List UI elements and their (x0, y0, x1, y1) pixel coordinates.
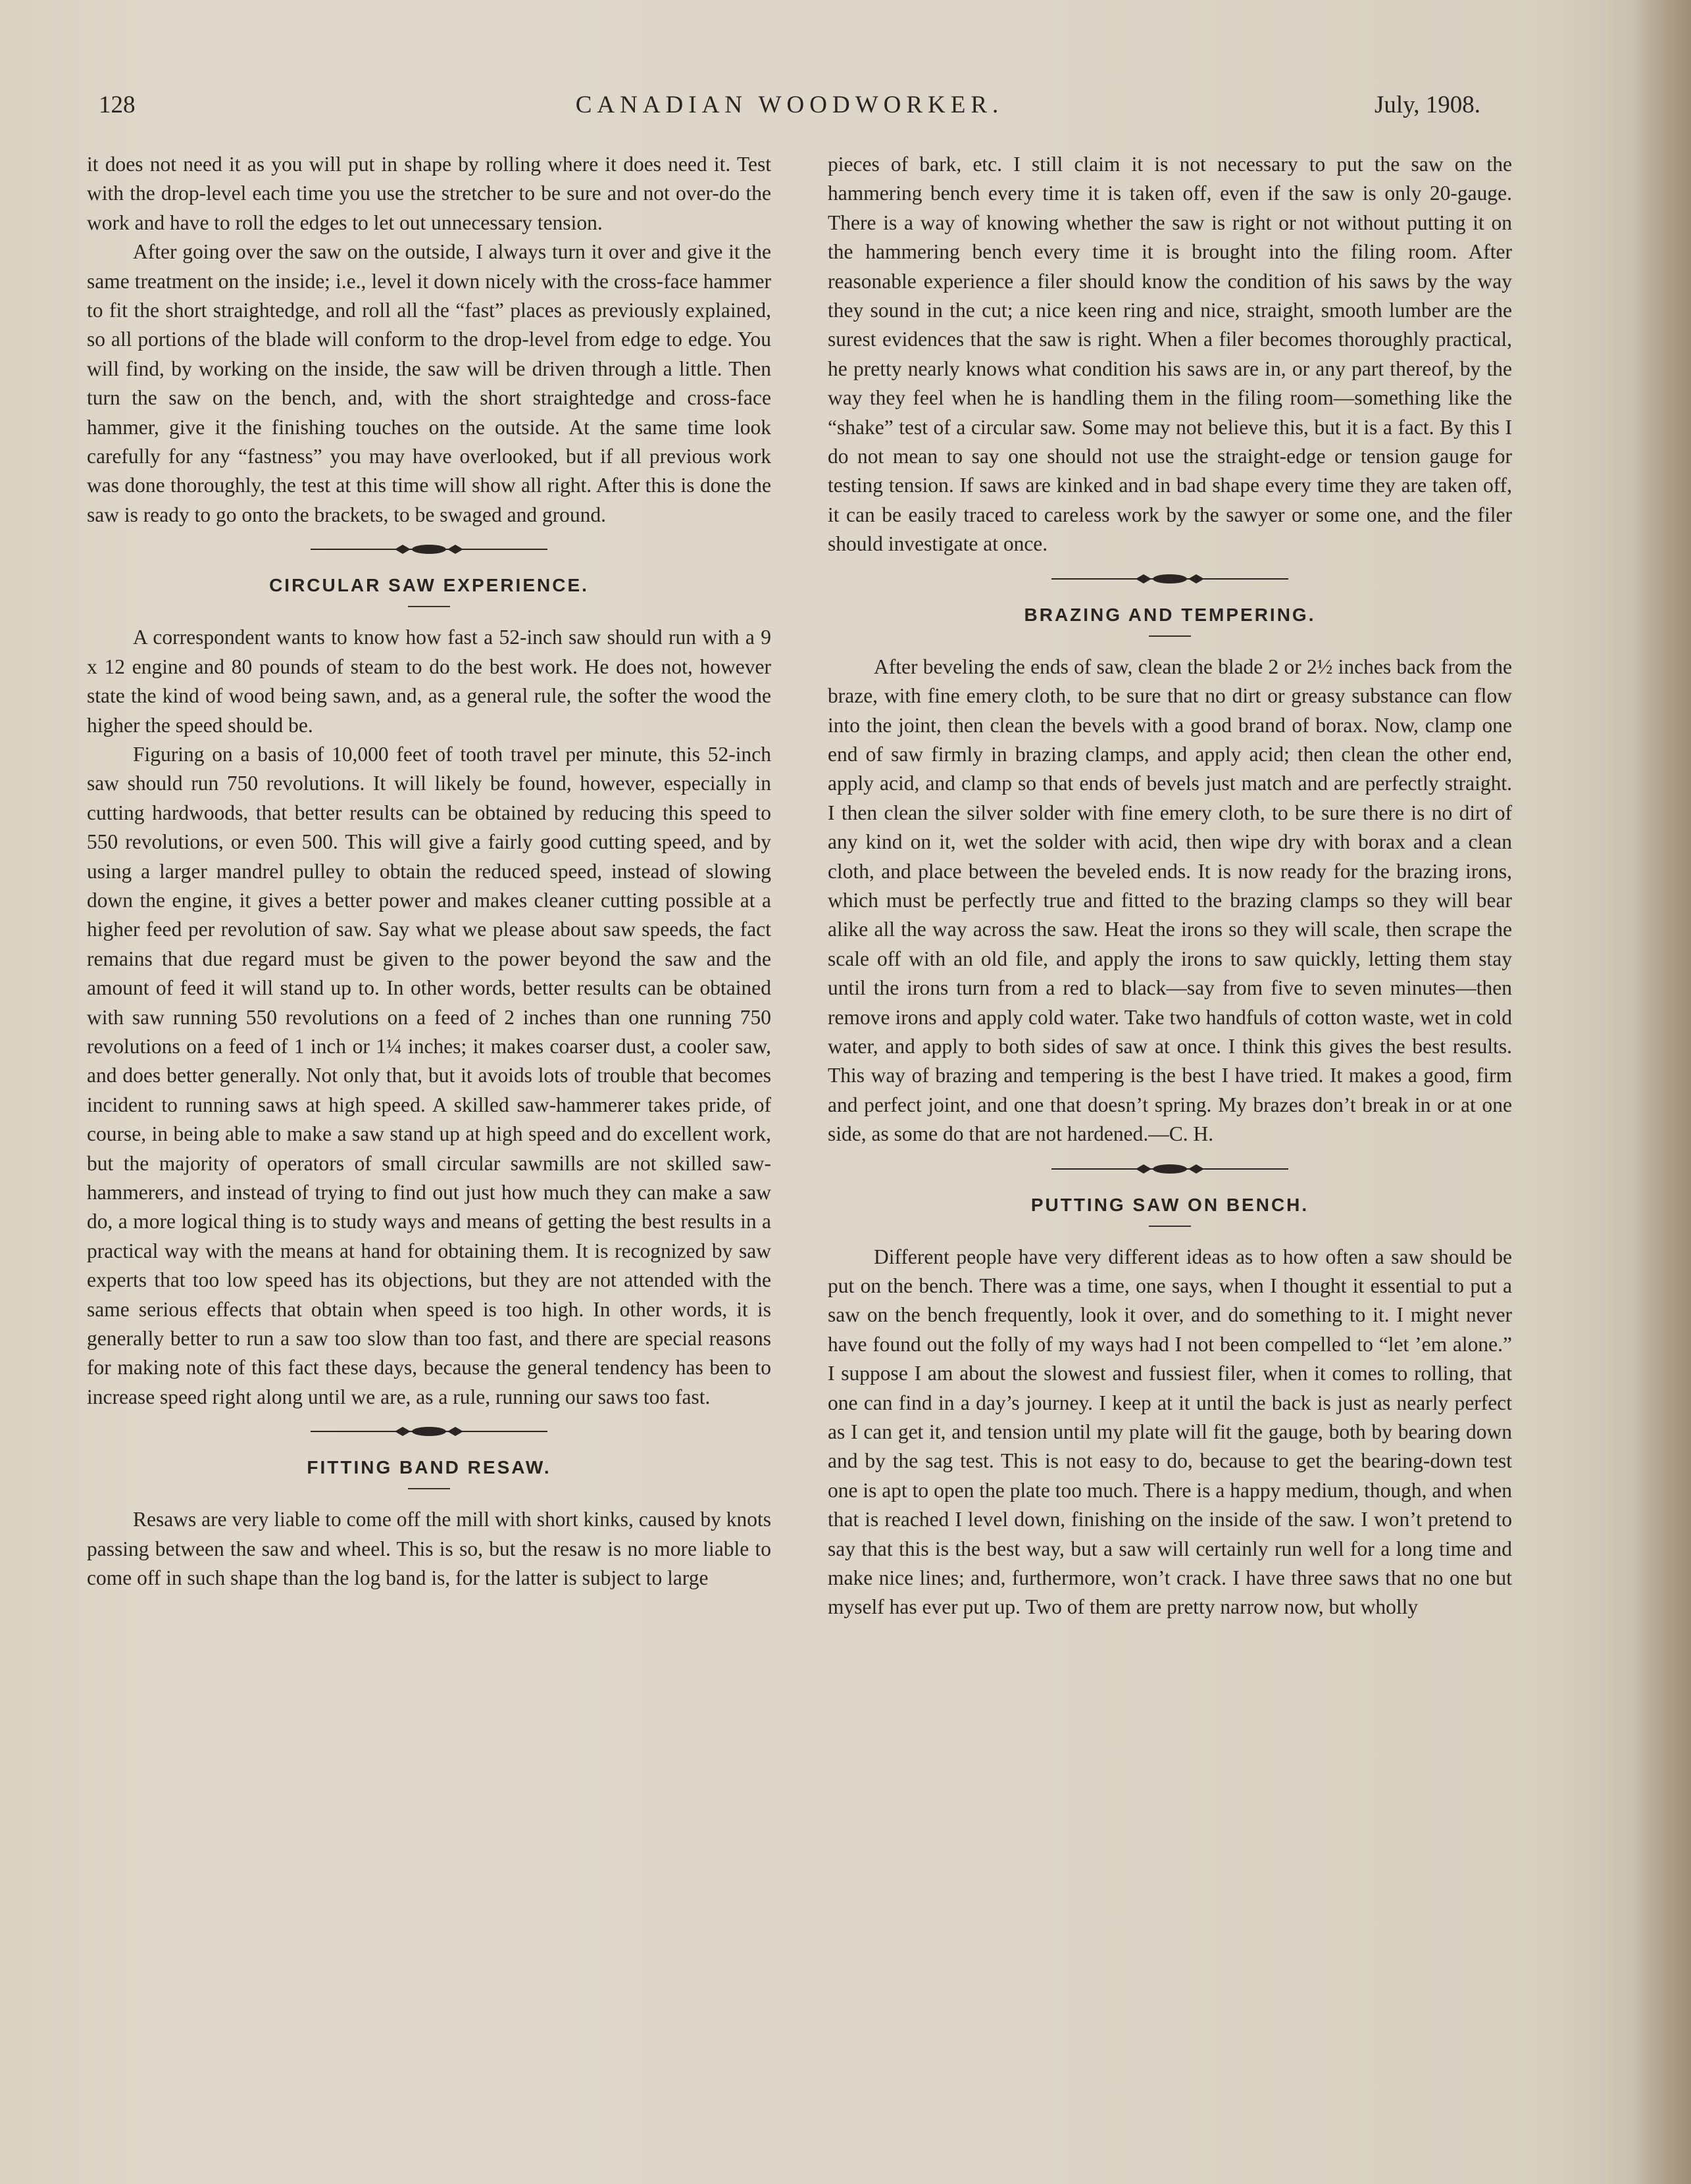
paragraph: Figuring on a basis of 10,000 feet of tooth travel per minute, this 52-inch saw should run 750 revolutions. It will likely be found, however, especially in cutting hardwoods, that better results can be obtained by reducing this speed to 550 revolutions, or even 500. This will give a fairly good cutting speed, and by using a larger mandrel pulley to obtain the reduced speed, instead of slowing down the engine, it gives a better power and makes cleaner cutting possible at a higher feed per revolution of saw. Say what we please about saw speeds, the fact remains that due regard must be given to the power beyond the saw and the amount of feed it will stand up to. In other words, better results can be obtained with saw running 550 revolutions on a feed of 2 inches than one running 750 revolutions on a feed of 1 inch or 1¼ inches; it makes coarser dust, a cooler saw, and does better generally. Not only that, but it avoids lots of trouble that becomes incident to running saws at high speed. A skilled saw-hammerer takes pride, of course, in being able to make a saw stand up at high speed and do excellent work, but the majority of operators of small circular sawmills are not skilled saw-hammerers, and instead of trying to find out just how much they can make a saw do, a more logical thing is to study ways and means of getting the best results in a practical way with the means at hand for obtaining them. It is recognized by saw experts that too low speed has its objections, but they are not attended with the same serious effects that obtain when speed is too high. In other words, it is generally better to run a saw too slow than too fast, and there are special reasons for making note of this fact these days, because the general tendency has been to increase speed right along until we are, as a rule, running our saws too fast. (87, 742, 771, 1408)
running-header (99, 91, 1480, 130)
section-divider-ornament (87, 1412, 771, 1451)
section-divider-ornament (828, 559, 1512, 599)
paragraph: A correspondent wants to know how fast a 52-inch saw should run with a 9 x 12 engine and 80 pounds of steam to do the best work. He does not, however state the kind of wood being sawn, and, as a general rule, the softer the wood the higher the speed should be. (87, 626, 771, 737)
heading-rule (1149, 635, 1191, 637)
paragraph: pieces of bark, etc. I still claim it is not necessary to put the saw on the hammering bench every time it is taken off, even if the saw is only 20-gauge. There is a way of knowing whether the saw is right or not without putting it on the hammering bench every time it is brought into the filing room. After reasonable experience a filer should know the condition of his saws by the way they sound in the cut; a nice keen ring and nice, straight, smooth lumber are the surest evidences that the saw is right. When a filer becomes thoroughly practical, he pretty nearly knows what condition his saws are in, or any part thereof, by the way they feel when he is handling them in the filing room—something like the “shake” test of a circular saw. Some may not believe this, but it is a fact. By this I do not mean to say one should not use the straight-edge or tension gauge for testing tension. If saws are kinked and in bad shape every time they are taken off, it can be easily traced to careless work by the sawyer or some one, and the filer should investigate at once. (828, 153, 1512, 556)
left-column (87, 150, 771, 1593)
paragraph: After going over the saw on the outside, I always turn it over and give it the same treatment on the inside; i.e., level it down nicely with the cross-face hammer to fit the short straightedge, and roll all the “fast” places as previously explained, so all portions of the blade will conform to the drop-level from edge to edge. You will find, by working on the inside, the saw will be driven through a little. Then turn the saw on the bench, and, with the short straightedge and cross-face hammer, give it the finishing touches on the outside. At the same time look carefully for any “fastness” you may have overlooked, but if all previous work was done thoroughly, the test at this time will show all right. After this is done the saw is ready to go onto the brackets, to be swaged and ground. (87, 240, 771, 526)
journal-title: CANADIAN WOODWORKER. (575, 91, 1004, 118)
issue-date: July, 1908. (1374, 91, 1480, 118)
section-divider-ornament (87, 530, 771, 569)
paragraph: Resaws are very liable to come off the mill with short kinks, caused by knots passing between the saw and wheel. This is so, but the resaw is no more liable to come off in such shape than the log band is, for the latter is subject to large (87, 1508, 771, 1590)
right-column (828, 150, 1512, 1622)
section-heading-brazing: BRAZING AND TEMPERING. (1024, 604, 1316, 625)
section-heading-bench: PUTTING SAW ON BENCH. (1030, 1194, 1309, 1215)
section-divider-ornament (828, 1149, 1512, 1189)
section-heading-circular-saw: CIRCULAR SAW EXPERIENCE. (269, 575, 589, 596)
section-heading-band-resaw: FITTING BAND RESAW. (307, 1457, 551, 1478)
heading-rule (408, 1488, 450, 1489)
paragraph: After beveling the ends of saw, clean the blade 2 or 2½ inches back from the braze, with fine emery cloth, to be sure that no dirt or greasy substance can flow into the joint, then clean the bevels with a good brand of borax. Now, clamp one end of saw firmly in brazing clamps, and apply acid; then clean the other end, apply acid, and clamp so that ends of bevels just match and are perfectly straight. I then clean the silver solder with fine emery cloth, to be sure there is no dirt of any kind on it, wet the solder with acid, then wipe dry with borax and a clean cloth, and place between the beveled ends. It is now ready for the brazing irons, which must be perfectly true and fitted to the brazing clamps so they will bear alike all the way across the saw. Heat the irons so they will scale, then scrape the scale off with an old file, and apply the irons to saw quickly, letting them stay until the irons turn from a red to black—say from five to seven minutes—then remove irons and apply cold water. Take two handfuls of cotton waste, wet in cold water, and apply to both sides of saw at once. I think this gives the best results. This way of brazing and tempering is the best I have tried. It makes a good, firm and perfect joint, and one that doesn’t spring. My brazes don’t break in or at one side, as some do that are not hardened.—C. H. (828, 655, 1512, 1146)
heading-rule (408, 606, 450, 607)
paragraph: it does not need it as you will put in shape by rolling where it does need it. Test with the drop-level each time you use the stretcher to be sure and not over-do the work and have to roll the edges to let out unnecessary tension. (87, 153, 771, 234)
page-number: 128 (99, 91, 136, 118)
page-spine-shadow (1632, 0, 1691, 2184)
paragraph: Different people have very different ideas as to how often a saw should be put on the bench. There was a time, one says, when I thought it essential to put a saw on the bench frequently, look it over, and do something to it. I might never have found out the folly of my ways had I not been compelled to “let ’em alone.” I suppose I am about the slowest and fussiest filer, when it comes to rolling, that one can find in a day’s journey. I keep at it until the back is just as nearly perfect as I can get it, and tension until my plate will fit the gauge, both by bearing down and by the sag test. This is not easy to do, because to get the bearing-down test one is apt to open the plate too much. There is a happy medium, though, and when that is reached I level down, finishing on the inside of the saw. I won’t pretend to say that this is the best way, but a saw will certainly run well for a long time and make nice lines; and, furthermore, won’t crack. I have three saws that no one but myself has ever put up. Two of them are pretty narrow now, but wholly (828, 1245, 1512, 1619)
heading-rule (1149, 1226, 1191, 1227)
